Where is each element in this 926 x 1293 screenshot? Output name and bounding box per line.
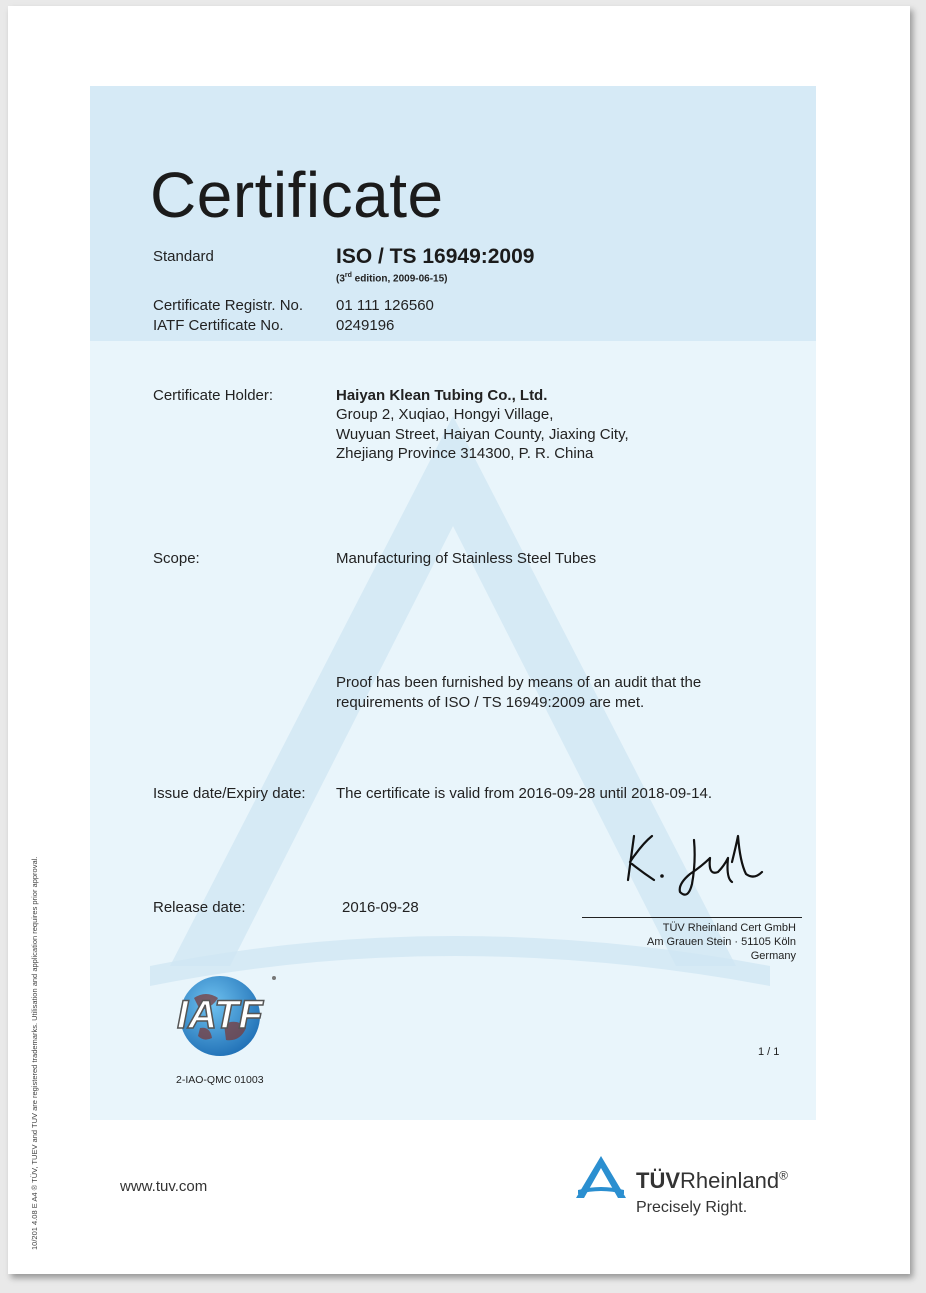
tuv-triangle-logo-icon	[574, 1154, 628, 1200]
release-label: Release date:	[153, 899, 246, 916]
standard-label: Standard	[153, 248, 214, 265]
proof-text-line: Proof has been furnished by means of an audit that the	[336, 674, 702, 691]
holder-name: Haiyan Klean Tubing Co., Ltd.	[336, 387, 548, 404]
registration-label: Certificate Registr. No.	[153, 297, 304, 314]
website-link[interactable]: www.tuv.com	[120, 1178, 208, 1195]
iatf-number-value: 0249196	[336, 317, 395, 334]
iatf-number-label: IATF Certificate No.	[153, 317, 284, 334]
scope-value: Manufacturing of Stainless Steel Tubes	[336, 550, 597, 567]
iatf-globe-logo-icon	[160, 968, 290, 1072]
iatf-logo-text: IATF	[177, 993, 263, 1037]
issue-value: The certificate is valid from 2016-09-28 until 2018-09-14.	[336, 785, 713, 802]
standard-value: ISO / TS 16949:2009	[336, 245, 535, 268]
issuer-address: Am Grauen Stein · 51105 Köln	[647, 936, 796, 948]
issuer-name: TÜV Rheinland Cert GmbH	[662, 922, 796, 934]
holder-address-line: Group 2, Xuqiao, Hongyi Village,	[336, 406, 554, 423]
registration-value: 01 111 126560	[336, 297, 434, 314]
standard-edition: (3rd edition, 2009-06-15)	[336, 272, 448, 285]
holder-address-line: Wuyuan Street, Haiyan County, Jiaxing City,	[336, 426, 629, 443]
holder-label: Certificate Holder:	[153, 387, 274, 404]
triangle-watermark-icon	[90, 86, 816, 1120]
holder-address-line: Zhejiang Province 314300, P. R. China	[336, 445, 594, 462]
release-value: 2016-09-28	[342, 899, 419, 916]
page-count: 1 / 1	[758, 1046, 780, 1058]
iatf-code: 2-IAO-QMC 01003	[176, 1074, 264, 1086]
tuv-slogan: Precisely Right.	[636, 1199, 748, 1216]
tuv-brand-name: TÜVRheinland®	[636, 1168, 788, 1193]
proof-text-line: requirements of ISO / TS 16949:2009 are met.	[336, 694, 645, 711]
scope-label: Scope:	[153, 550, 200, 567]
signature-line	[582, 917, 802, 918]
side-trademark-note: 10/201 4.08 E A4 ® TÜV, TUEV and TUV are registered trademarks. Utilisation and application requires prior approval.	[30, 856, 39, 1250]
issuer-country: Germany	[750, 950, 796, 962]
signature-icon	[620, 822, 770, 902]
issue-label: Issue date/Expiry date:	[153, 785, 306, 802]
certificate-title: Certificate	[150, 159, 444, 231]
